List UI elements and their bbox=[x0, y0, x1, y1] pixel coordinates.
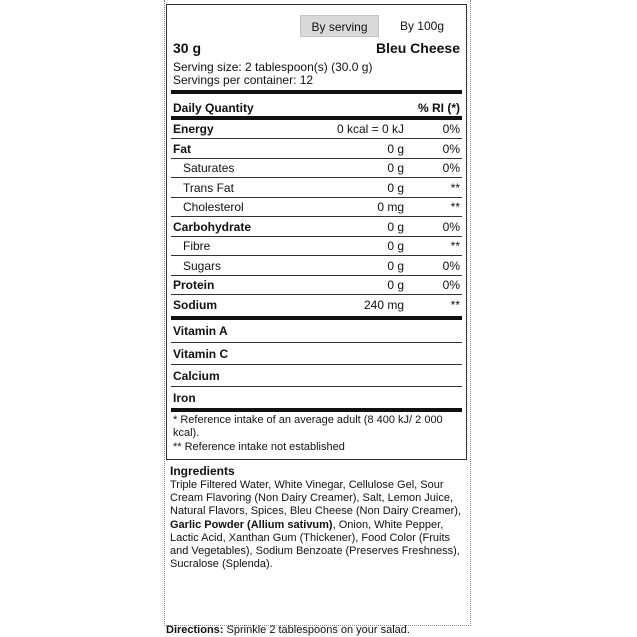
nutrient-qty: 0 g bbox=[387, 181, 404, 195]
nutrient-row-sugars bbox=[171, 256, 462, 276]
directions-text: Sprinkle 2 tablespoons on your salad. bbox=[223, 624, 410, 636]
product-name: Bleu Cheese bbox=[375, 40, 460, 56]
vitamin-name: Vitamin C bbox=[173, 347, 229, 361]
nutrient-qty: 0 g bbox=[387, 259, 404, 273]
ingredients-highlight: Garlic Powder (Allium sativum) bbox=[170, 518, 333, 531]
nutrient-qty: 0 g bbox=[387, 220, 404, 234]
directions bbox=[166, 624, 410, 636]
ingredients-part: Triple Filtered Water, White Vinegar, Cellulose Gel, Sour Cream Flavoring (Non Dairy Creamer), Salt, Lemon Juice, Natural Flavors, Spices, Bleu Cheese (Non Dairy Creamer), bbox=[170, 479, 461, 518]
nutrient-ri: ** bbox=[450, 200, 460, 214]
nutrient-ri: 0% bbox=[442, 259, 460, 273]
nutrient-name: Cholesterol bbox=[183, 200, 244, 214]
nutrient-name: Energy bbox=[173, 122, 214, 136]
nutrient-ri: 0% bbox=[442, 278, 460, 292]
nutrient-row-sodium bbox=[171, 295, 462, 315]
nutrient-row-fat bbox=[171, 139, 462, 159]
directions-label: Directions: bbox=[166, 624, 224, 636]
nutrient-row-cholesterol bbox=[171, 197, 462, 217]
footnote-not-established: ** Reference intake not established bbox=[173, 441, 345, 453]
by-serving-button[interactable]: By serving bbox=[300, 15, 379, 37]
nutrient-ri: ** bbox=[450, 181, 460, 195]
vitamin-row bbox=[171, 365, 462, 387]
nutrient-qty: 0 kcal = 0 kJ bbox=[336, 122, 404, 136]
ingredients-title: Ingredients bbox=[170, 464, 235, 478]
nutrient-row-trans-fat bbox=[171, 178, 462, 198]
serving-size: Serving size: 2 tablespoon(s) (30.0 g) bbox=[173, 60, 373, 74]
nutrient-qty: 0 g bbox=[387, 142, 404, 156]
vitamin-name: Calcium bbox=[173, 369, 220, 383]
nutrient-ri: 0% bbox=[442, 220, 460, 234]
nutrient-name: Carbohydrate bbox=[173, 220, 252, 234]
nutrient-qty: 0 g bbox=[387, 278, 404, 292]
vitamin-name: Vitamin A bbox=[173, 324, 228, 338]
nutrient-qty: 240 mg bbox=[363, 298, 404, 312]
vitamin-row bbox=[171, 387, 462, 409]
nutrient-ri: ** bbox=[450, 239, 460, 253]
ingredients-text bbox=[170, 479, 465, 571]
ri-heading: % RI (*) bbox=[418, 101, 460, 115]
nutrient-name: Fat bbox=[173, 142, 191, 156]
nutrient-row-fibre bbox=[171, 236, 462, 256]
footnote-reference-intake: * Reference intake of an average adult (8 400 kJ/ 2 000 kcal). bbox=[173, 414, 443, 439]
nutrient-ri: 0% bbox=[442, 142, 460, 156]
vitamin-name: Iron bbox=[173, 391, 196, 405]
divider-thick bbox=[171, 90, 462, 94]
nutrient-name: Sugars bbox=[183, 259, 222, 273]
nutrient-qty: 0 g bbox=[387, 161, 404, 175]
nutrient-row-energy bbox=[171, 119, 462, 139]
nutrient-name: Saturates bbox=[183, 161, 235, 175]
nutrient-name: Protein bbox=[173, 278, 215, 292]
nutrient-ri: 0% bbox=[442, 161, 460, 175]
daily-quantity-heading: Daily Quantity bbox=[173, 101, 254, 115]
serving-weight: 30 g bbox=[173, 40, 202, 56]
nutrient-name: Trans Fat bbox=[183, 181, 234, 195]
nutrient-qty: 0 mg bbox=[377, 200, 404, 214]
vitamin-row bbox=[171, 320, 462, 342]
ingredients-part: , Onion, White Pepper, Lactic Acid, Xanthan Gum (Thickener), Food Color (Fruits and Vegetables), Sodium Benzoate (Preserves Freshness), Sucralose (Splenda). bbox=[170, 518, 460, 571]
nutrition-label bbox=[166, 4, 467, 460]
nutrient-row-carbohydrate bbox=[171, 217, 462, 237]
by-100g-button[interactable]: By 100g bbox=[399, 19, 445, 33]
nutrient-ri: ** bbox=[450, 298, 460, 312]
divider-thick bbox=[171, 408, 462, 412]
vitamin-row bbox=[171, 343, 462, 365]
nutrient-row-protein bbox=[171, 275, 462, 295]
servings-per-container: Servings per container: 12 bbox=[173, 73, 314, 87]
nutrient-ri: 0% bbox=[442, 122, 460, 136]
nutrient-qty: 0 g bbox=[387, 239, 404, 253]
nutrient-name: Sodium bbox=[173, 298, 217, 312]
nutrient-row-saturates bbox=[171, 158, 462, 178]
nutrient-name: Fibre bbox=[183, 239, 211, 253]
